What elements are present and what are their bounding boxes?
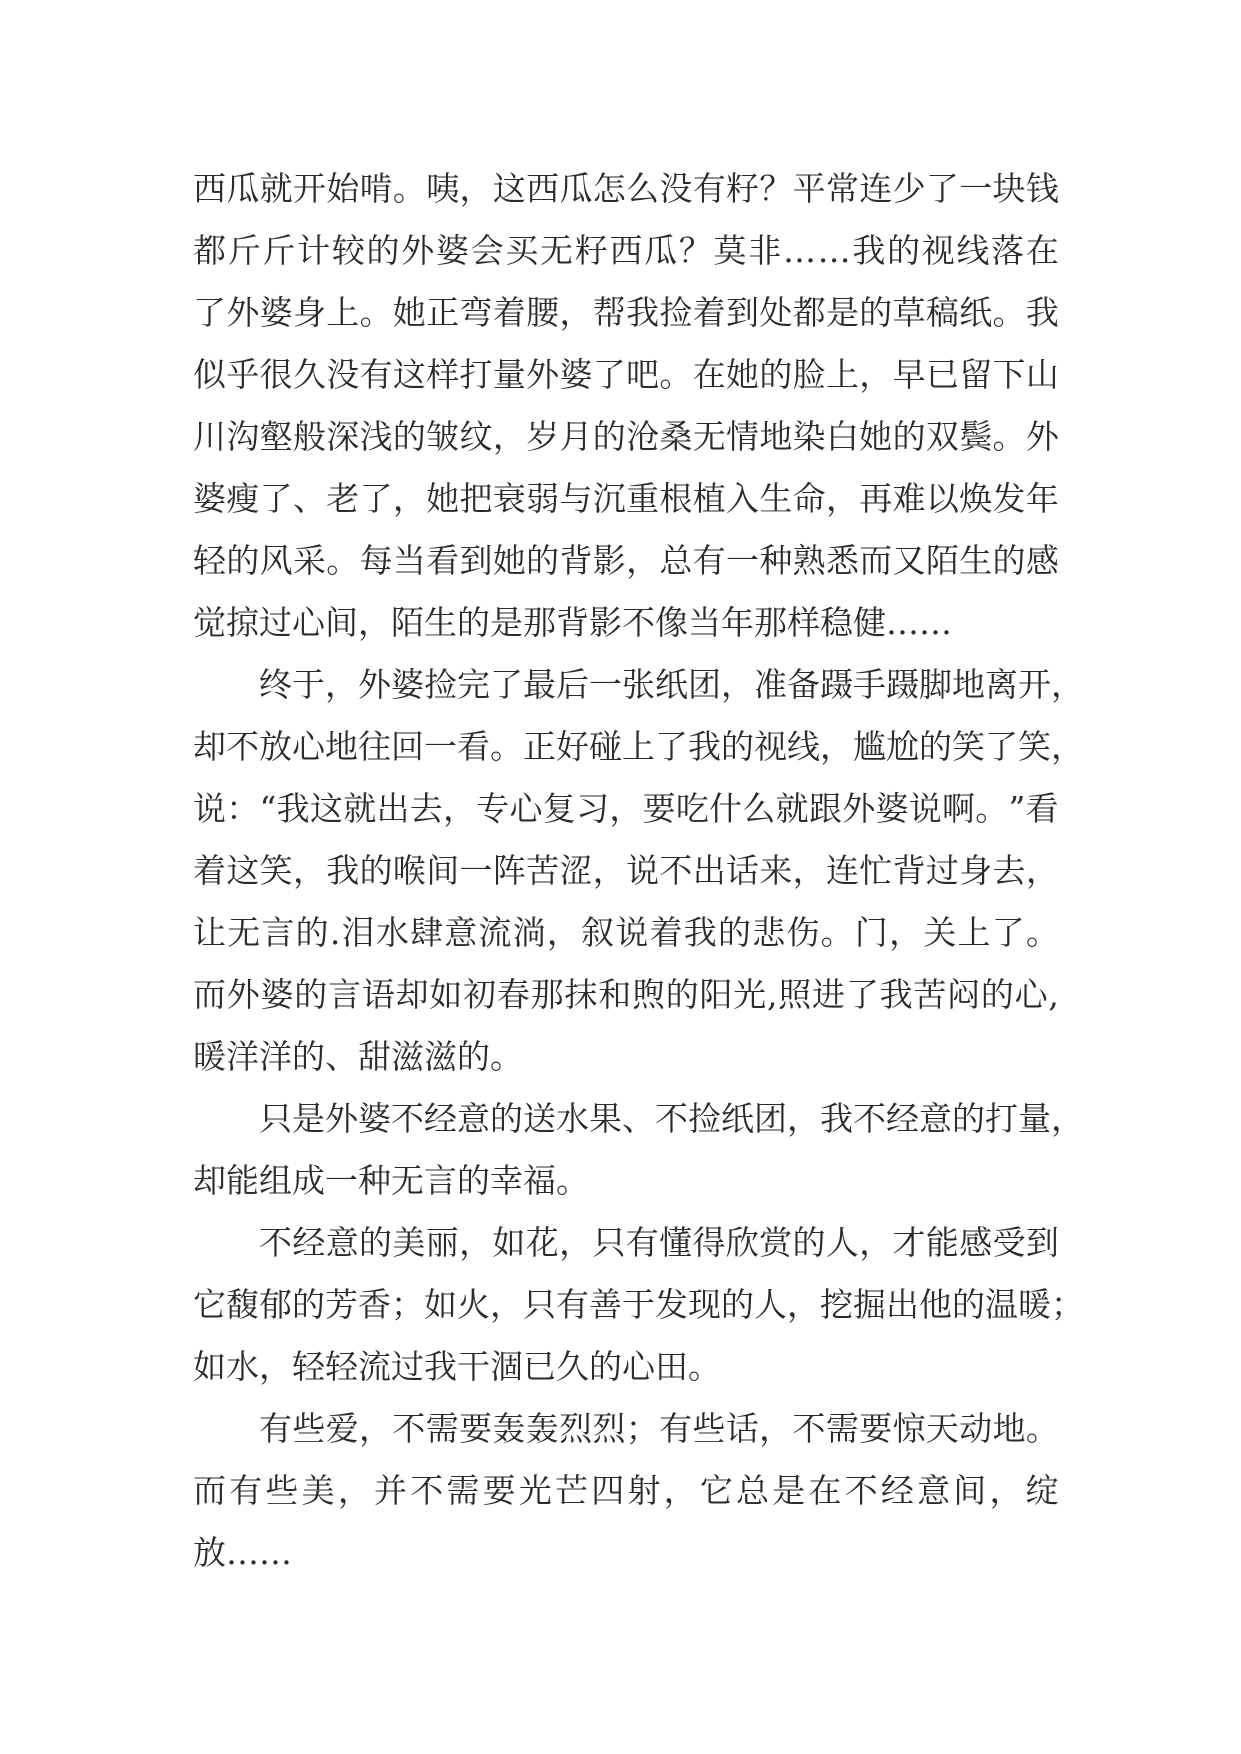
text-line: 西 瓜 就 开 始 啃 。 咦 ， 这 西 瓜 怎 么 没 有 籽 ？ 平 常 连 少 了 一 块 钱 — [193, 169, 1059, 208]
text-line: 了 外 婆 身 上 。 她 正 弯 着 腰 ， 帮 我 捡 着 到 处 都 是 的 草 稿 纸 。 我 — [193, 293, 1059, 332]
text-line: 而 外 婆 的 言 语 却 如 初 春 那 抹 和 煦 的 阳 光 , 照 进 了 我 苦 闷 的 心 , — [193, 975, 1059, 1014]
text-line: 只 是 外 婆 不 经 意 的 送 水 果 、 不 捡 纸 团 ， 我 不 经 意 的 打 量 ， — [259, 1099, 1084, 1138]
text-line: 有 些 爱 ， 不 需 要 轰 轰 烈 烈 ； 有 些 话 ， 不 需 要 惊 天 动 地 。 — [259, 1409, 1059, 1448]
text-line: 终 于 ， 外 婆 捡 完 了 最 后 一 张 纸 团 ， 准 备 蹑 手 蹑 脚 地 离 开 ， — [259, 665, 1084, 704]
text-line: 让 无 言 的 . 泪 水 肆 意 流 淌 ， 叙 说 着 我 的 悲 伤 。 门 ， 关 上 了 。 — [193, 913, 1059, 952]
text-line: 都 斤 斤 计 较 的 外 婆 会 买 无 籽 西 瓜 ？ 莫 非 … … 我 的 视 线 落 在 — [193, 231, 1059, 270]
text-line: 而 有 些 美 ， 并 不 需 要 光 芒 四 射 ， 它 总 是 在 不 经 意 间 ， 绽 — [193, 1471, 1059, 1510]
text-line: 说 ： “ 我 这 就 出 去 ， 专 心 复 习 ， 要 吃 什 么 就 跟 外 婆 说 啊 。 ” 看 — [193, 789, 1059, 828]
text-line: 却能组成一种无言的幸福。 — [193, 1161, 589, 1200]
text-line: 着 这 笑 ， 我 的 喉 间 一 阵 苦 涩 ， 说 不 出 话 来 ， 连 忙 背 过 身 去 ， — [193, 851, 1059, 890]
text-line: 却 不 放 心 地 往 回 一 看 。 正 好 碰 上 了 我 的 视 线 ， 尴 尬 的 笑 了 笑 ， — [193, 727, 1084, 766]
text-line: 它 馥 郁 的 芳 香 ； 如 火 ， 只 有 善 于 发 现 的 人 ， 挖 掘 出 他 的 温 暖 ； — [193, 1285, 1084, 1324]
text-line: 轻 的 风 采 。 每 当 看 到 她 的 背 影 ， 总 有 一 种 熟 悉 而 又 陌 生 的 感 — [193, 541, 1059, 580]
text-line: 觉掠过心间，陌生的是那背影不像当年那样稳健…… — [193, 603, 952, 642]
text-line: 似 乎 很 久 没 有 这 样 打 量 外 婆 了 吧 。 在 她 的 脸 上 ， 早 已 留 下 山 — [193, 355, 1059, 394]
text-line: 放…… — [193, 1533, 292, 1572]
text-line: 不 经 意 的 美 丽 ， 如 花 ， 只 有 懂 得 欣 赏 的 人 ， 才 能 感 受 到 — [259, 1223, 1059, 1262]
text-line: 川 沟 壑 般 深 浅 的 皱 纹 ， 岁 月 的 沧 桑 无 情 地 染 白 她 的 双 鬓 。 外 — [193, 417, 1059, 456]
text-line: 暖洋洋的、甜滋滋的。 — [193, 1037, 523, 1076]
body-text — [193, 158, 1084, 1584]
text-line: 如水，轻轻流过我干涸已久的心田。 — [193, 1347, 721, 1386]
text-line: 婆 瘦 了 、 老 了 ， 她 把 衰 弱 与 沉 重 根 植 入 生 命 ， 再 难 以 焕 发 年 — [193, 479, 1059, 518]
